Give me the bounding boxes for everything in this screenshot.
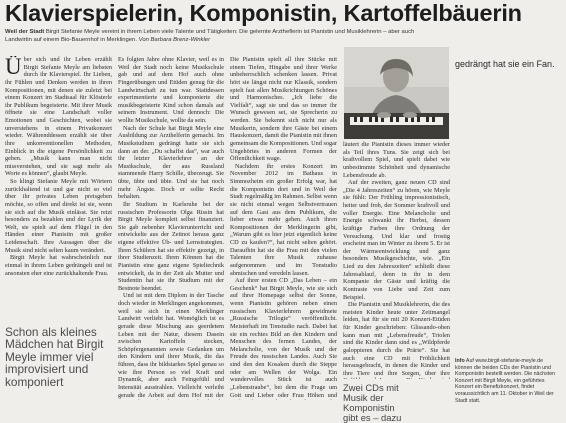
- subheadline: [5, 29, 420, 44]
- pianist-photo: [344, 47, 449, 139]
- paragraph: Auf ihrer ersten CD „Das Leben – ein Geschenk“ hat Birgit Meyle, wie sie sich auf ihrer Homepage selbst der Sonne, wenn Pianistin gehören neben einen russischen Klavierlehrern gewidmete „Russische Trilogie“ veröffentlicht. Meisterhaft im Tonstudio nach. Dabei hat sie ein rechtes Bild an den Kindern und Menschen des fernen Landes, der Melancholie, von der Musik und der Freude des russischen Landes. Auch Sie sind den den Kosaken durch die Steppe oder am Wellen der Wolga. Ein wundervolles Stück ist auch „Lebenstraube“, bei dem die Frage um Gott und Lieber oder Frau Höhen und: [230, 277, 337, 399]
- subhead-text: Birgit Stefanie Meyle vereint in ihrem Leben viele Talente und Tätigkeiten: Die gelernte Arztheflerin ist Pianistin und Musiklehrerin – aber auch Landwirtin auf einem Bio-Bauernhof in Merklingen.: [5, 29, 415, 43]
- paragraph: gedrängt hat sie ein Fan.: [455, 59, 555, 69]
- info-text: Auf www.birgit-stefanie-meyle.de können die beiden CDs der Pianistin und Komponistin bestellt werden. Die nächsten Konzert mit Birgit Meyle, ein geführtes Konzert ein Benefizkonzert, findet voraussichtlich am 11. Oktober in Weil der Stadt statt.: [455, 358, 556, 404]
- article-column-4: [343, 141, 450, 379]
- paragraph: Nachdem ihr erstes Konzert im November 2012 im Bathaus in Simmozheim ein großer Erfolg war, hat die Komponistin dort und in Weil der Stadt regelmäßig im Rahmen. Selbst wenn sie nicht einmal wegen Selbstvertrauen auf dem Gast aus dem Publikum, die lieber etwas mehr gehen. Auch ihren Kompositionen der Merklingerin gibt, „Warum gibt es hier jetzt eigentlich keine CD zu kaufen?“, hat nicht selten gehört. Daraufhin hat sie die Frau mit den vielen Talenten ihre Musik zuhause aufgenommen und im Tonstudio abmischen und veredeln lassen.: [230, 162, 337, 277]
- paragraph: So klingt Stefanie Meyle mit Wörtern zurückhaltend ist und gar nicht so viel über ihr privates Leben preisgeben möchte, so offen und direkt ist sie, wenn sie sich auf die Musik einlässt. Sie reizt besonders zu bezahlen und der Lyrik der Welt, sie spielt auf dem Flügel in den Händen einer Pianistin mit großer Leidenschaft. Ihre Aussagen über die Musik sind nicht selten kaum verändert.: [5, 178, 112, 254]
- paragraph: Und ist mit dem Diplom in der Tasche doch wieder in Merklingen angekommen, weil sie sich in einen Merklinger Landwirt verliebt hat. Womöglich ist es gerade diese Mischung aus geerdetem Leben mit der Natur, diesem Dasein zwischen Kartoffeln stecken, Schöpfergenannten sowie Gedanken um den Kindern und ihrer Musik, die das führen, dass ihr bildstarkes Spiel genau so wie ihre Person so viel Kraft und Dynamik, aber auch Feingefühl und Intensität ausstrahlen. Vielleicht verleiht gerade die Arbeit auf dem Hof mit der: [118, 292, 224, 399]
- paragraph: Ihr Studium in Karlsruhe bei der russischen Professorin Olga Rissin hat Birgit Meyle komplett selbst finanziert. Sie gab nebenher Klavierunterricht und entwickelte aus der Zeitnot heraus ganz eigene effektive Üb- und Lernstrategien. Ihren Schülern hat sie effektiv gezeigt, in ihrer Studienzeit. Ihren Können hat die Pianistin eine ganz eigene Spieltechnik entwickelt, da in der Zeit als Mutter und Studentin hat sie ihr Studium mit der Bestnote beendet.: [118, 200, 224, 292]
- drop-cap: Ü: [5, 56, 22, 79]
- subhead-place: Weil der Stadt: [5, 29, 45, 35]
- paragraph: läutert die Pianistin dieses immer wieder als Teil ihres Tuns. Sie zeigt sich bei kraftvollem Spiel, und spielt dabei wie unbestimmte Schönheit und dynamische Lebensfreude ab.: [343, 141, 450, 179]
- article-column-2: [118, 56, 224, 400]
- pull-quote: [5, 326, 112, 388]
- article-column-3: [230, 56, 337, 400]
- pull-quote-cds: Zwei CDs mit Musik der Komponistin gibt es – dazu: [343, 382, 402, 423]
- photo-illustration: [344, 47, 449, 139]
- paragraph: Es folgten Jahre ohne Klavier, weil es in Weil der Stadt noch keine Musikschule gab und auf dem Hof auch ohne Fingerübungen und Etüden genug für die Landwirtschaft zu tun war. Stattdessen experimentierte und komponierte die musikbegeisterte Kind schon damals auf seinem Instrument. Und dennoch: Die wollte Musikschule, wollte da sein.: [118, 56, 224, 124]
- info-label: Info: [455, 358, 465, 364]
- paragraph: Auf der zweiten, ganz neuen CD sind „Die 4 Jahreszeiten“ zu hören, wie Meyle sie fühlt: Der Frühling impressionistisch, heiter und froh, der Sommer kraftvoll und voller Energie. Eine Melancholie und Energie schwankt ihr Herbst, dessen kräftige Farben ihre Ordnung der Versuchung. Und klar und frostig erscheint man im Winter zu ihrem 5. Er ist der Wärmeentwicklung und ganz besonders Musikgeschichte, wie. „Ein Lied zu den Jahreszeiten“ schließt diese Jahresablauf, denn in ihr in dem Kompanie der Gäste und kräftig die Kontraste von Liebe und Zeit zum Beispiel.: [343, 179, 450, 301]
- paragraph: Die Pianistin und Musiklehrerin, die des meisten Kinder heute unter Zeitmangel leiden, hat für sie mit 20 Konzert-Etüden für Kinder geschrieben: Glissando-oben kann man mit „Lebensfreude“, Triolen sind die Kinder dann sind es „Wildpferde galoppieren durch die Prärie“. Sie hat auch eine CD mit Fröhlichkeit herausgebracht, in denen die Kinder und ihre Tiere und ihre Sorgen, über ihre: [343, 301, 450, 377]
- paragraph: ber sich und ihr Leben erzählt Birgit Stefanie Meyle am liebsten durch ihr Klavierspiel. Ihr Lieben, ihr Fühlen und Denken werden in ihren Kompositionen, mit denen sie zuletzt bei einem Konzert im Stadtsaal für Klösterle ihr Publikum begeisterte. Mit ihrer Musik öffnete sie eine Landschaft voller Emotionen und Geschichten, wobei sie unverstehens in einem Privatkonzert wieder. Währenddessen erzählt sie über ihre unkonventionellen Methoden, Einblick in die eigene Persönlichkeit zu geben. „Musik kann man nicht missverstehen, und sie sagt mehr als Worte es können“, glaubt Meyle.: [5, 56, 112, 178]
- headline: Klavierspielerin, Komponistin, Kartoffelbäuerin: [5, 0, 522, 26]
- paragraph: Die Pianistin spielt all ihre Stücke mit einem Tiefen, Hingabe und ihrer Werke unbeherrschlich schenken lassen. Privat hört sie längst nicht nur Klassik, sondern spielt fast allen Musikrichtungen Schönes und Harmonisches. „Ich liebe die Vielfalt“, sagt sie und das so immer ihr Wunsch gewesen sei, sie Sprecherin zu werden. Sie bekennt sich nicht nur als Musikerin, sondern ihre Gäste bei einem Hauskonzert, damit die Pianistin mit ihnen gemeinsam die Kompositionen. Und sogar Ungehörtes in anderen Formen der Öffentlichkeit wage.: [230, 56, 337, 163]
- article-column-5: [455, 59, 561, 355]
- author-byline: Von Barbara Brenz-Winkler: [138, 36, 211, 43]
- paragraph: Nach der Schule hat Birgit Meyle eine Ausbildung zur Arzthelferin gemacht. Im Musikstudium gedrängt hatte sie sich dann an der. „Du schaffst das“, war auch ihr letzter Klavierlehrer an der Musikschule, der aus Russland stammende Harry Schille, überzeugt. Sie übte, übte und übte. Und sie hat noch mehr Ängste. Doch er sollte Recht behalten.: [118, 124, 224, 201]
- paragraph: Birgit Meyle hat wahrscheinlich nur einmal in ihrem Leben gedrängelt und ist ansonsten eher eine zurückhaltende Frau.: [5, 254, 112, 277]
- pull-quote-text: Schon als kleines Mädchen hat Birgit Meyle immer viel improvisiert und komponiert: [5, 325, 104, 389]
- info-box: [455, 358, 561, 404]
